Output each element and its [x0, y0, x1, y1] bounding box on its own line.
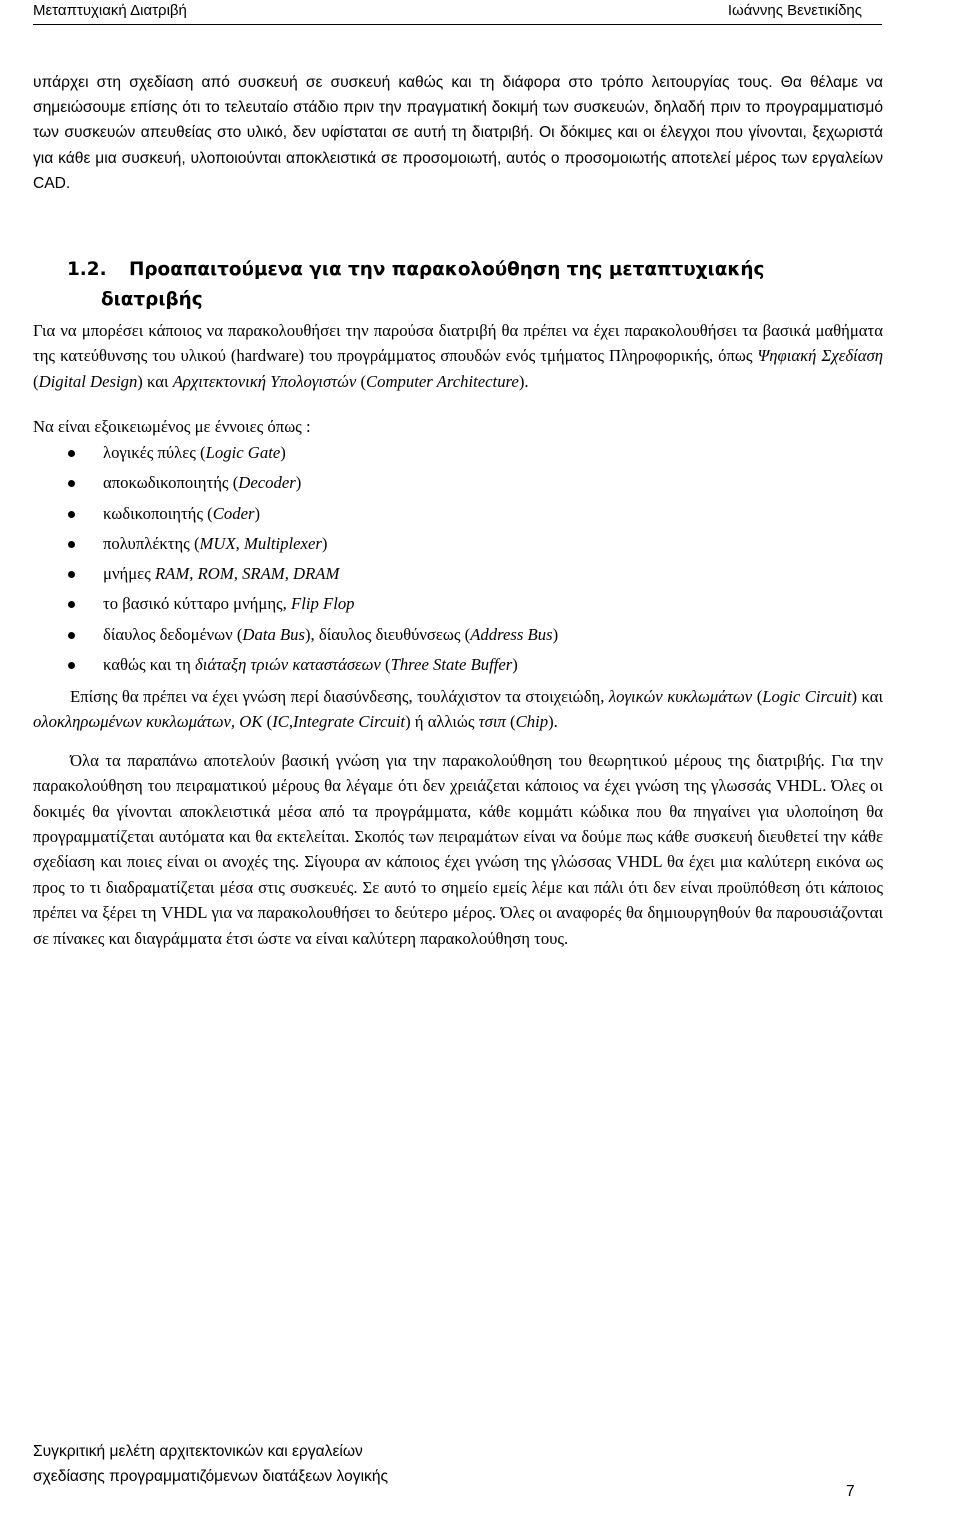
bullet-icon — [68, 571, 75, 578]
text-run: καθώς και τη — [103, 655, 196, 675]
section-title-line2: διατριβής — [101, 289, 203, 310]
prerequisite-paragraph — [33, 318, 883, 394]
italic-run: MUX, Multiplexer — [199, 533, 322, 553]
text-run: ) και — [851, 687, 883, 706]
italic-run: Flip Flop — [291, 594, 355, 614]
section-heading — [67, 255, 897, 315]
italic-run: Decoder — [238, 473, 296, 493]
italic-run: Three State Buffer — [390, 655, 513, 675]
text-run: Επίσης θα πρέπει να έχει γνώση περί διασύνδεσης, τουλάχιστον τα στοιχειώδη, — [70, 687, 609, 706]
concept-list — [33, 440, 883, 682]
header-author: Ιωάννης Βενετικίδης — [727, 2, 862, 19]
italic-run: Αρχιτεκτονική Υπολογιστών — [172, 371, 357, 391]
knowledge-paragraph — [33, 684, 883, 735]
text-run: ) — [512, 655, 518, 675]
bullet-icon — [68, 541, 75, 548]
page-header — [0, 0, 960, 34]
section-title-line1: Προαπαιτούμενα για την παρακολούθηση της μεταπτυχιακής — [129, 259, 765, 280]
text-run: ) — [552, 624, 559, 644]
list-item — [33, 440, 883, 470]
italic-run: ολοκληρωμένων κυκλωμάτων, ΟΚ — [33, 712, 263, 732]
page-footer — [33, 1439, 388, 1489]
bullet-icon — [68, 632, 75, 639]
list-item — [33, 561, 883, 591]
italic-run: Computer Architecture — [366, 371, 519, 391]
italic-run: Data Bus — [242, 624, 305, 644]
bullet-icon — [68, 511, 75, 518]
text-run: ( — [33, 371, 39, 391]
italic-run: IC,Integrate Circuit — [272, 712, 406, 732]
bullet-icon — [68, 662, 75, 669]
bullet-icon — [68, 601, 75, 608]
italic-run: Ψηφιακή Σχεδίαση — [757, 346, 883, 366]
footer-line1: Συγκριτική μελέτη αρχιτεκτονικών και εργαλείων — [33, 1443, 363, 1460]
text-run: ( — [356, 371, 367, 391]
list-item — [33, 591, 883, 621]
list-item — [33, 470, 883, 500]
italic-run: Coder — [212, 503, 255, 523]
text-run: ) — [280, 443, 286, 462]
text-run: ). — [518, 371, 529, 391]
text-run: ) και — [137, 371, 173, 391]
bullet-icon — [68, 450, 75, 457]
italic-run: Digital Design — [38, 371, 138, 391]
footer-line2: σχεδίασης προγραμματιζόμενων διατάξεων λογικής — [33, 1468, 389, 1485]
text-run: ), δίαυλος διευθύνσεως ( — [305, 624, 471, 644]
header-title: Μεταπτυχιακή Διατριβή — [33, 2, 187, 19]
list-item — [33, 501, 883, 531]
text-run: κωδικοποιητής ( — [103, 503, 213, 523]
text-run: ( — [380, 655, 391, 675]
text-run: ( — [505, 712, 516, 732]
list-item — [33, 652, 883, 682]
text-run: ( — [752, 687, 763, 706]
text-run: το βασικό κύτταρο μνήμης, — [103, 594, 292, 614]
italic-run: Logic Circuit — [762, 687, 852, 706]
italic-run: Address Bus — [470, 624, 553, 644]
text-run: ) ή αλλιώς — [405, 712, 479, 732]
familiar-concepts-line: Να είναι εξοικειωμένος με έννοιες όπως : — [33, 417, 311, 436]
intro-paragraph: υπάρχει στη σχεδίαση από συσκευή σε συσκευή καθώς και τη διάφορα στο τρόπο λειτουργίας τους. Θα θέλαμε να σημειώσουμε επίσης ότι το τελευταίο στάδιο πριν την πραγματική δοκιμή των συσκευών, δηλαδή πριν το προγραμματισμό των συσκευών απευθείας στο υλικό, δεν υφίσταται σε αυτή τη διατριβή. Οι δόκιμες και οι έλεγχοι που γίνονται, ξεχωριστά για κάθε μια συσκευή, υλοποιούνται αποκλειστικά σε προσομοιωτή, αυτός ο προσομοιωτής αποτελεί μέρος των εργαλείων CAD. — [33, 74, 883, 192]
text-run: μνήμες — [103, 564, 155, 584]
text-run: ). — [548, 712, 558, 732]
text-run: πολυπλέκτης ( — [103, 533, 200, 553]
italic-run: τσιπ — [478, 712, 506, 732]
closing-paragraph: Όλα τα παραπάνω αποτελούν βασική γνώση για την παρακολούθηση του θεωρητικού μέρους της διατριβής. Για την παρακολούθηση του πειραματικού μέρους θα λέγαμε ότι δεν χρειάζεται κάποιος να έχει γνώση της γλωσσάς VHDL. Όλες οι δοκιμές θα γίνονται αποκλειστικά μέσα από τα προγράμματα, κάθε κομμάτι κώδικα που θα πηγαίνει για υλοποίηση θα προγραμματίζεται αυτόματα και θα εκτελείται. Σκοπός των πειραμάτων είναι να δούμε πως κάθε συσκευή διευθετεί την κάθε σχεδίαση και ποιες είναι οι ανοχές της. Σίγουρα αν κάποιος έχει γνώση της γλώσσας VHDL θα έχει μια καλύτερη εικόνα ως προς το τι διαδραματίζεται μέσα στις συσκευές. Σε αυτό το σημείο εμείς λέμε και πάλι ότι δεν είναι προϋπόθεση ότι κάποιος πρέπει να ξέρει τη VHDL για να παρακολουθήσει το δεύτερο μέρος. Όλες οι αναφορές θα δημιουργηθούν θα παρουσιάζονται σε πίνακες και διαγράμματα έτσι ώστε να είναι καλύτερη παρακολούθηση τους. — [33, 750, 883, 948]
bullet-icon — [68, 480, 75, 487]
text-run: Για να μπορέσει κάποιος να παρακολουθήσει την παρούσα διατριβή θα πρέπει να έχει παρακολουθήσει τα βασικά μαθήματα της κατεύθυνσης του υλικού (hardware) του προγράμματος σπουδών ενός τμήματος Πληροφορικής, όπως — [33, 321, 883, 366]
text-run: δίαυλος δεδομένων ( — [103, 624, 243, 644]
text-run: ( — [262, 712, 273, 732]
section-number: 1.2. — [67, 259, 107, 280]
list-item — [33, 622, 883, 652]
italic-run: διάταξη τριών καταστάσεων — [195, 655, 381, 675]
text-run: ) — [295, 473, 302, 493]
knowledge-section — [33, 684, 883, 951]
italic-run: Chip — [515, 712, 549, 732]
italic-run: Logic Gate — [205, 443, 281, 462]
text-run: ) — [321, 533, 328, 553]
italic-run: RAM, ROM, SRAM, DRAM — [154, 564, 340, 584]
text-run: ) — [254, 503, 261, 523]
italic-run: λογικών κυκλωμάτων — [608, 687, 753, 706]
header-rule — [33, 24, 882, 25]
list-item — [33, 531, 883, 561]
text-run: αποκωδικοποιητής ( — [103, 473, 239, 493]
page-number: 7 — [846, 1483, 855, 1500]
text-run: λογικές πύλες ( — [103, 443, 206, 462]
